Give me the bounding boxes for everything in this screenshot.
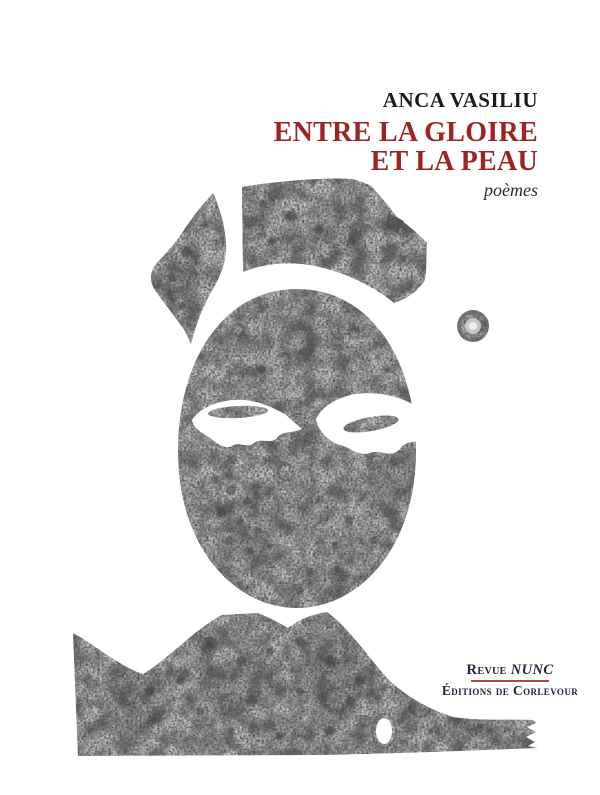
art-body-hole [376,718,392,744]
revue-underline [471,680,549,682]
revue-line [430,663,590,678]
title-block [274,89,538,200]
publisher-block [430,663,590,697]
art-dot-circle [457,310,489,342]
art-face [178,289,433,608]
art-head-band [151,193,226,344]
revue-name: NUNC [510,662,554,678]
book-title-line2: ET LA PEAU [370,146,538,177]
author-name: ANCA VASILIU [382,88,538,112]
revue-label: Revue [466,662,507,678]
book-title-line1: ENTRE LA GLOIRE [273,117,538,148]
genre-label: poèmes [484,180,538,200]
publisher-name: Éditions de Corlevour [441,682,579,698]
